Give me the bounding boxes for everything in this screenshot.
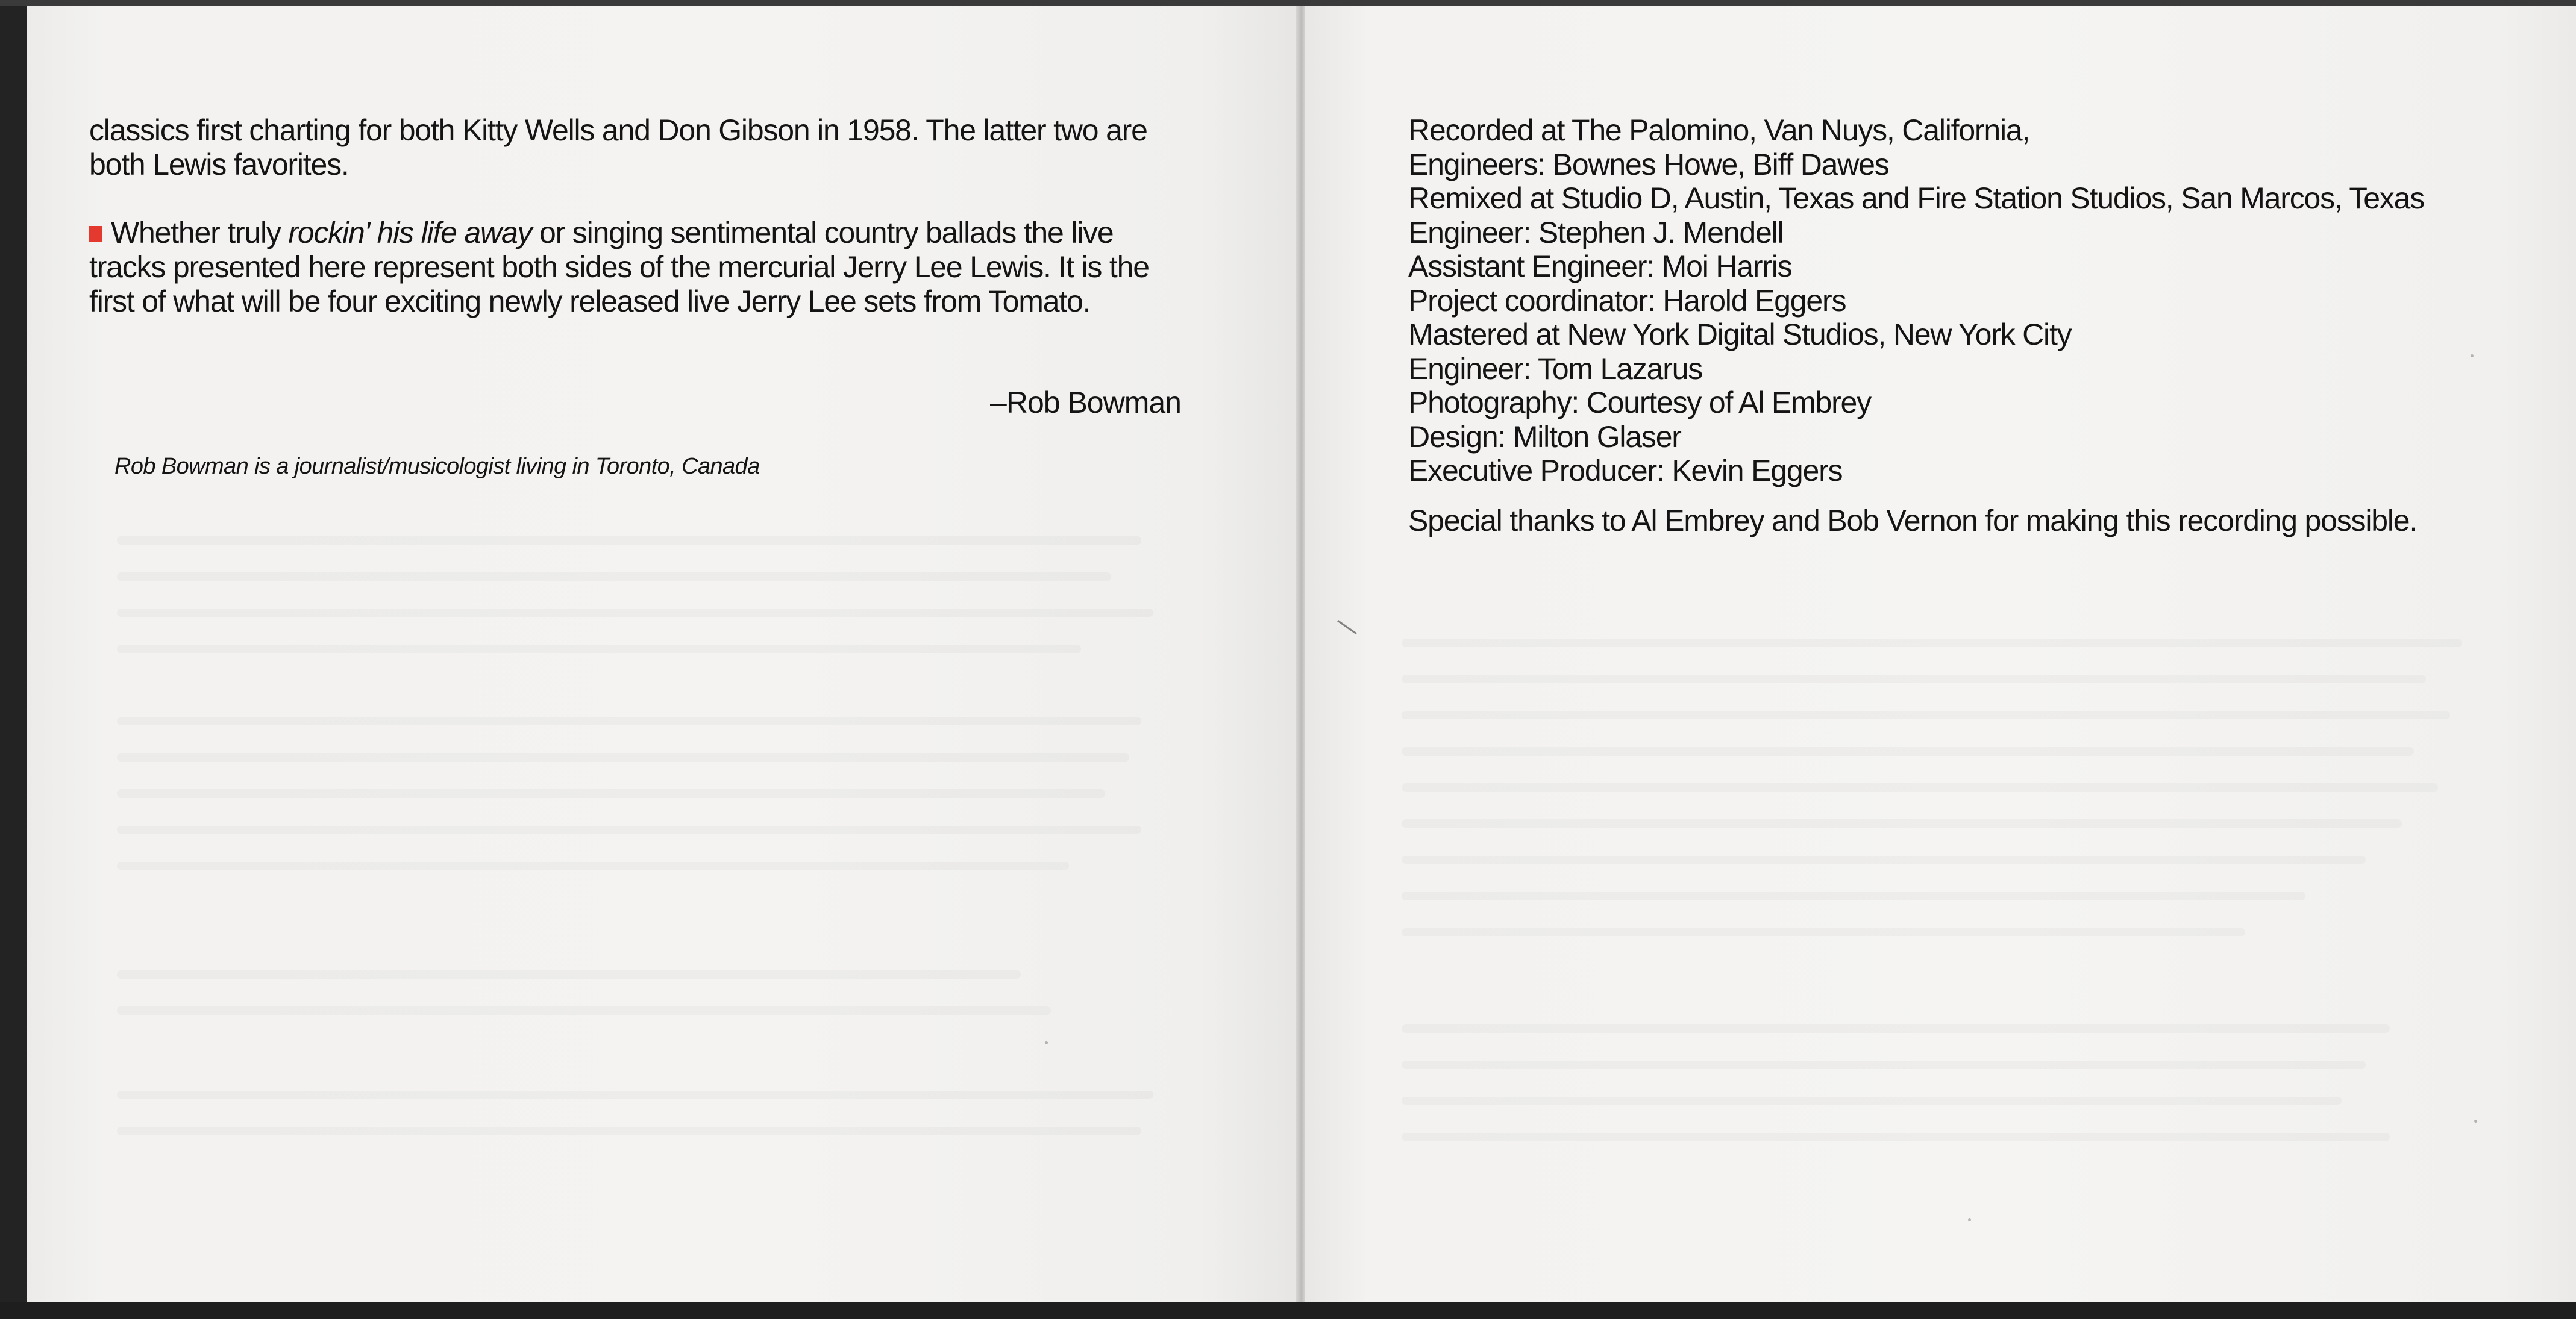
- bleed-through-line: [1402, 639, 2462, 647]
- scan-bottom-border: [0, 1302, 2576, 1319]
- credit-line: Executive Producer: Kevin Eggers: [1408, 454, 1843, 487]
- special-thanks: Special thanks to Al Embrey and Bob Vernon for making this recording possible.: [1408, 503, 2418, 537]
- bleed-through-line: [1402, 675, 2426, 683]
- scan-top-border: [0, 0, 2576, 6]
- author-signature: –Rob Bowman: [990, 386, 1181, 419]
- paragraph-2-emphasis: rockin' his life away: [288, 216, 532, 249]
- bleed-through-line: [117, 862, 1069, 870]
- liner-notes-column: [89, 113, 1186, 319]
- bleed-through-line: [1402, 892, 2305, 900]
- bleed-through-line: [117, 826, 1141, 834]
- credit-line: Assistant Engineer: Moi Harris: [1408, 249, 1792, 283]
- bleed-through-line: [117, 1006, 1051, 1015]
- paragraph-2-after: or singing sentimental country ballads the live tracks presented here represent both sides of the mercurial Jerry Lee Lewis. It is the first of what will be four exciting newly released live Jerry Lee sets from Tomato.: [89, 216, 1149, 318]
- credit-line: Recorded at The Palomino, Van Nuys, California,: [1408, 113, 2030, 147]
- credit-line: Engineer: Tom Lazarus: [1408, 351, 1703, 386]
- credit-line: Remixed at Studio D, Austin, Texas and Fire Station Studios, San Marcos, Texas: [1408, 181, 2425, 215]
- paragraph-2-before: Whether truly: [111, 216, 289, 249]
- bleed-through-line: [117, 609, 1153, 617]
- liner-notes-paragraph-1: classics first charting for both Kitty Wells and Don Gibson in 1958. The latter two are both Lewis favorites.: [89, 113, 1147, 181]
- bleed-through-line: [117, 645, 1081, 653]
- liner-notes-paragraph-2: [89, 216, 1186, 319]
- red-square-bullet-icon: [89, 226, 102, 242]
- bleed-through-line: [117, 1091, 1153, 1099]
- author-bio: Rob Bowman is a journalist/musicologist living in Toronto, Canada: [114, 454, 760, 479]
- bleed-through-line: [1402, 747, 2414, 756]
- paper-speck: [1968, 1218, 1971, 1221]
- bleed-through-line: [1402, 783, 2438, 792]
- bleed-through-line: [1402, 1133, 2390, 1141]
- bleed-through-line: [1402, 1061, 2366, 1069]
- bleed-through-line: [117, 970, 1021, 979]
- credits-column: [1408, 113, 2451, 538]
- bleed-through-line: [117, 753, 1129, 762]
- bleed-through-line: [117, 1127, 1141, 1135]
- bleed-through-line: [117, 536, 1141, 545]
- credit-line: Project coordinator: Harold Eggers: [1408, 283, 1846, 318]
- bleed-through-line: [1402, 856, 2366, 864]
- paper-speck: [2471, 354, 2474, 357]
- bleed-through-line: [117, 717, 1141, 725]
- credit-line: Design: Milton Glaser: [1408, 419, 1681, 454]
- bleed-through-line: [1402, 819, 2402, 828]
- bleed-through-line: [1402, 1024, 2390, 1033]
- credit-line: Mastered at New York Digital Studios, New York City: [1408, 318, 2072, 351]
- credit-line: Engineers: Bownes Howe, Biff Dawes: [1408, 147, 1889, 181]
- bleed-through-line: [117, 789, 1105, 798]
- paper-speck: [1045, 1041, 1048, 1044]
- credit-line: Engineer: Stephen J. Mendell: [1408, 215, 1784, 249]
- bleed-through-line: [1402, 711, 2450, 719]
- bleed-through-line: [117, 572, 1111, 581]
- bleed-through-line: [1402, 928, 2245, 936]
- credit-line: Photography: Courtesy of Al Embrey: [1408, 386, 1871, 419]
- bleed-through-line: [1402, 1097, 2342, 1105]
- paper-speck: [2474, 1120, 2477, 1123]
